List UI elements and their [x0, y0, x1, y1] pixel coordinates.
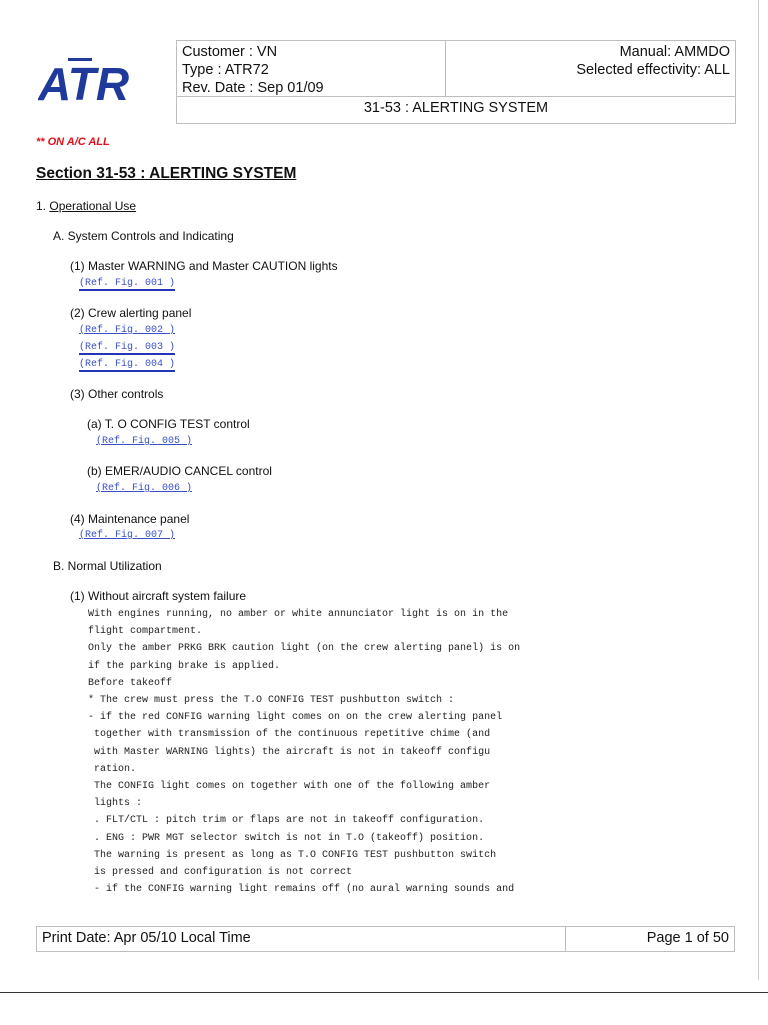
revision-date-label: Rev. Date : Sep 01/09: [182, 80, 324, 96]
body-line: The warning is present as long as T.O CONFIG TEST pushbutton switch: [88, 849, 497, 861]
body-line: - if the CONFIG warning light remains off (no aural warning sounds and: [88, 884, 515, 896]
item-master-lights: (1) Master WARNING and Master CAUTION lights: [70, 259, 338, 273]
ref-fig-002-link[interactable]: (Ref. Fig. 002 ): [79, 325, 176, 336]
chapter-title: 31-53 : ALERTING SYSTEM: [363, 100, 549, 116]
body-line: with Master WARNING lights) the aircraft is not in takeoff configu: [88, 746, 491, 758]
ref-fig-006-link[interactable]: (Ref. Fig. 006 ): [96, 483, 193, 494]
effectivity-label: Selected effectivity: ALL: [576, 62, 730, 78]
svg-text:ATR: ATR: [38, 58, 130, 106]
item-emer-audio-cancel: (b) EMER/AUDIO CANCEL control: [87, 464, 272, 478]
aircraft-type-label: Type : ATR72: [182, 62, 269, 78]
document-header: [176, 40, 736, 124]
body-line: ration.: [88, 763, 137, 775]
item-crew-alerting-panel: (2) Crew alerting panel: [70, 306, 192, 320]
header-divider: [445, 41, 446, 96]
subheading-system-controls: A. System Controls and Indicating: [53, 229, 234, 243]
section-title: Section 31-53 : ALERTING SYSTEM: [36, 165, 297, 182]
document-footer: [36, 926, 735, 952]
body-line: flight compartment.: [88, 626, 203, 638]
body-line: lights :: [88, 798, 143, 810]
body-line: is pressed and configuration is not correct: [88, 867, 353, 879]
procedure-body-text: [88, 606, 520, 898]
subheading-normal-utilization: B. Normal Utilization: [53, 559, 162, 573]
body-line: With engines running, no amber or white annunciator light is on in the: [88, 609, 509, 620]
heading-text: Operational Use: [49, 199, 137, 213]
body-line: * The crew must press the T.O CONFIG TEST pushbutton switch :: [88, 695, 455, 707]
body-line: Only the amber PRKG BRK caution light (on the crew alerting panel) is on: [88, 643, 521, 655]
body-line: The CONFIG light comes on together with one of the following amber: [88, 781, 491, 793]
page-number: Page 1 of 50: [646, 930, 729, 946]
item-maintenance-panel: (4) Maintenance panel: [70, 512, 190, 526]
heading-operational-use: [36, 199, 136, 213]
footer-divider: [565, 927, 566, 951]
next-page-edge: [0, 992, 768, 1025]
ref-fig-005-link[interactable]: (Ref. Fig. 005 ): [96, 436, 193, 447]
atr-logo: [38, 56, 130, 106]
item-to-config-test: (a) T. O CONFIG TEST control: [87, 417, 250, 431]
item-without-failure: (1) Without aircraft system failure: [70, 589, 247, 603]
manual-label: Manual: AMMDO: [619, 44, 730, 60]
body-line: . ENG : PWR MGT selector switch is not in T.O (takeoff) position.: [88, 832, 485, 844]
customer-label: Customer : VN: [182, 44, 278, 60]
body-line: - if the red CONFIG warning light comes on on the crew alerting panel: [88, 712, 503, 724]
item-other-controls: (3) Other controls: [70, 387, 164, 401]
ref-fig-004-link[interactable]: (Ref. Fig. 004 ): [79, 359, 176, 370]
body-line: together with transmission of the continuous repetitive chime (and: [88, 729, 491, 741]
body-line: . FLT/CTL : pitch trim or flaps are not in takeoff configuration.: [88, 815, 485, 827]
header-divider: [177, 96, 735, 97]
heading-number: 1.: [36, 199, 47, 213]
ref-fig-001-link[interactable]: (Ref. Fig. 001 ): [79, 278, 176, 289]
applicability-note: ** ON A/C ALL: [36, 136, 110, 148]
ref-fig-003-link[interactable]: (Ref. Fig. 003 ): [79, 342, 176, 353]
body-line: if the parking brake is applied.: [88, 660, 281, 672]
ref-fig-007-link[interactable]: (Ref. Fig. 007 ): [79, 530, 176, 541]
body-line: Before takeoff: [88, 677, 173, 689]
print-date: Print Date: Apr 05/10 Local Time: [42, 930, 251, 946]
